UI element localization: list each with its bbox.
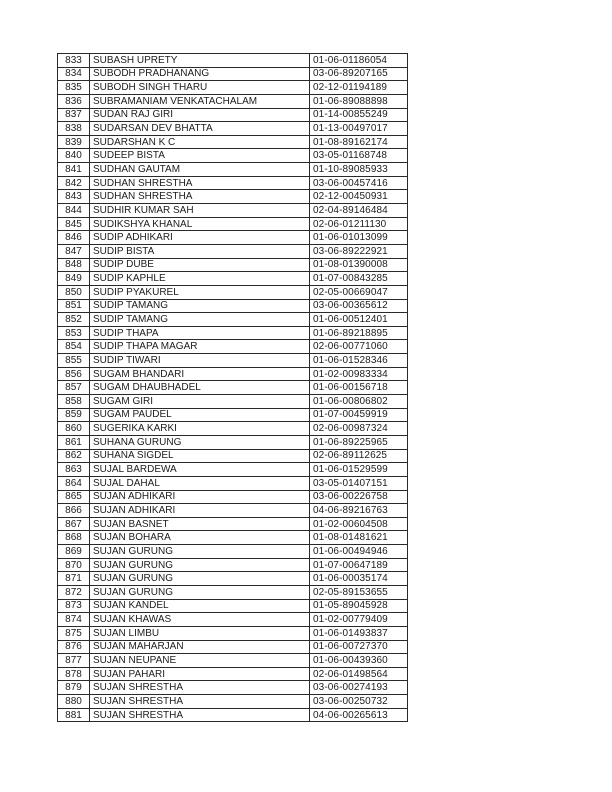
- id-number-cell: 01-08-01390008: [310, 258, 408, 272]
- id-number-cell: 03-05-01168748: [310, 149, 408, 163]
- table-row: [58, 163, 408, 177]
- id-number-cell: 01-06-01013099: [310, 231, 408, 245]
- serial-number-cell: 850: [58, 285, 90, 299]
- table-row: [58, 626, 408, 640]
- table-row: [58, 395, 408, 409]
- serial-number-cell: 841: [58, 163, 90, 177]
- id-number-cell: 02-06-01498564: [310, 667, 408, 681]
- id-number-cell: 01-07-00647189: [310, 558, 408, 572]
- id-number-cell: 01-06-00439360: [310, 654, 408, 668]
- table-row: [58, 204, 408, 218]
- serial-number-cell: 843: [58, 190, 90, 204]
- id-number-cell: 04-06-89216763: [310, 504, 408, 518]
- name-cell: SUJAN GURUNG: [90, 572, 310, 586]
- table-row: [58, 585, 408, 599]
- name-cell: SUJAN KHAWAS: [90, 613, 310, 627]
- name-cell: SUDIP PYAKUREL: [90, 285, 310, 299]
- id-number-cell: 01-06-00156718: [310, 381, 408, 395]
- serial-number-cell: 878: [58, 667, 90, 681]
- name-cell: SUJAN SHRESTHA: [90, 695, 310, 709]
- id-number-cell: 02-12-00450931: [310, 190, 408, 204]
- name-cell: SUJAN BASNET: [90, 517, 310, 531]
- serial-number-cell: 839: [58, 135, 90, 149]
- table-row: [58, 490, 408, 504]
- serial-number-cell: 846: [58, 231, 90, 245]
- id-number-cell: 01-02-00983334: [310, 367, 408, 381]
- name-cell: SUBODH SINGH THARU: [90, 81, 310, 95]
- serial-number-cell: 869: [58, 545, 90, 559]
- id-number-cell: 02-06-01211130: [310, 217, 408, 231]
- serial-number-cell: 880: [58, 695, 90, 709]
- serial-number-cell: 849: [58, 272, 90, 286]
- id-number-cell: 01-05-89045928: [310, 599, 408, 613]
- table-row: [58, 572, 408, 586]
- id-number-cell: 02-06-00771060: [310, 340, 408, 354]
- id-number-cell: 03-06-89222921: [310, 244, 408, 258]
- table-body: [58, 54, 408, 722]
- serial-number-cell: 852: [58, 313, 90, 327]
- serial-number-cell: 838: [58, 122, 90, 136]
- serial-number-cell: 881: [58, 708, 90, 722]
- serial-number-cell: 857: [58, 381, 90, 395]
- serial-number-cell: 864: [58, 476, 90, 490]
- table-row: [58, 517, 408, 531]
- table-row: [58, 695, 408, 709]
- name-cell: SUGAM PAUDEL: [90, 408, 310, 422]
- id-number-cell: 01-07-00459919: [310, 408, 408, 422]
- table-row: [58, 599, 408, 613]
- serial-number-cell: 860: [58, 422, 90, 436]
- name-cell: SUJAN LIMBU: [90, 626, 310, 640]
- name-cell: SUJAN GURUNG: [90, 558, 310, 572]
- id-number-cell: 04-06-00265613: [310, 708, 408, 722]
- name-cell: SUDARSAN DEV BHATTA: [90, 122, 310, 136]
- table-row: [58, 613, 408, 627]
- id-number-cell: 03-06-89207165: [310, 67, 408, 81]
- name-cell: SUJAN GURUNG: [90, 585, 310, 599]
- serial-number-cell: 861: [58, 435, 90, 449]
- name-cell: SUDHAN SHRESTHA: [90, 176, 310, 190]
- id-number-cell: 02-05-00669047: [310, 285, 408, 299]
- serial-number-cell: 865: [58, 490, 90, 504]
- table-row: [58, 190, 408, 204]
- name-cell: SUDIP ADHIKARI: [90, 231, 310, 245]
- name-cell: SUJAN SHRESTHA: [90, 708, 310, 722]
- id-number-cell: 02-06-89112625: [310, 449, 408, 463]
- table-row: [58, 244, 408, 258]
- name-cell: SUDARSHAN K C: [90, 135, 310, 149]
- serial-number-cell: 854: [58, 340, 90, 354]
- table-row: [58, 54, 408, 68]
- serial-number-cell: 837: [58, 108, 90, 122]
- serial-number-cell: 863: [58, 463, 90, 477]
- serial-number-cell: 879: [58, 681, 90, 695]
- id-number-cell: 02-12-01194189: [310, 81, 408, 95]
- serial-number-cell: 858: [58, 395, 90, 409]
- table-row: [58, 422, 408, 436]
- table-row: [58, 476, 408, 490]
- name-cell: SUJAL DAHAL: [90, 476, 310, 490]
- id-number-cell: 01-06-00494946: [310, 545, 408, 559]
- name-cell: SUJAN GURUNG: [90, 545, 310, 559]
- table-row: [58, 299, 408, 313]
- serial-number-cell: 848: [58, 258, 90, 272]
- name-cell: SUDIP BISTA: [90, 244, 310, 258]
- serial-number-cell: 833: [58, 54, 90, 68]
- name-cell: SUDIKSHYA KHANAL: [90, 217, 310, 231]
- table-row: [58, 354, 408, 368]
- name-cell: SUJAN BOHARA: [90, 531, 310, 545]
- name-cell: SUBODH PRADHANANG: [90, 67, 310, 81]
- name-cell: SUJAN KANDEL: [90, 599, 310, 613]
- id-number-cell: 01-13-00497017: [310, 122, 408, 136]
- name-cell: SUGERIKA KARKI: [90, 422, 310, 436]
- table-row: [58, 463, 408, 477]
- table-row: [58, 435, 408, 449]
- table-row: [58, 285, 408, 299]
- name-cell: SUDIP THAPA MAGAR: [90, 340, 310, 354]
- id-number-cell: 01-02-00779409: [310, 613, 408, 627]
- name-cell: SUJAN MAHARJAN: [90, 640, 310, 654]
- serial-number-cell: 845: [58, 217, 90, 231]
- id-number-cell: 01-02-00604508: [310, 517, 408, 531]
- id-number-cell: 01-06-89088898: [310, 94, 408, 108]
- table-row: [58, 258, 408, 272]
- serial-number-cell: 859: [58, 408, 90, 422]
- table-row: [58, 81, 408, 95]
- table-row: [58, 381, 408, 395]
- id-number-cell: 01-06-01493837: [310, 626, 408, 640]
- id-number-cell: 03-06-00457416: [310, 176, 408, 190]
- table-row: [58, 545, 408, 559]
- id-number-cell: 01-06-01528346: [310, 354, 408, 368]
- table-row: [58, 708, 408, 722]
- table-row: [58, 640, 408, 654]
- id-number-cell: 01-06-00806802: [310, 395, 408, 409]
- serial-number-cell: 874: [58, 613, 90, 627]
- table-row: [58, 135, 408, 149]
- serial-number-cell: 872: [58, 585, 90, 599]
- table-row: [58, 231, 408, 245]
- table-row: [58, 122, 408, 136]
- table-row: [58, 558, 408, 572]
- table-row: [58, 217, 408, 231]
- serial-number-cell: 875: [58, 626, 90, 640]
- table-row: [58, 408, 408, 422]
- serial-number-cell: 834: [58, 67, 90, 81]
- name-cell: SUJAN SHRESTHA: [90, 681, 310, 695]
- name-roster-table: [57, 53, 408, 722]
- name-cell: SUDHIR KUMAR SAH: [90, 204, 310, 218]
- name-cell: SUJAN ADHIKARI: [90, 504, 310, 518]
- serial-number-cell: 867: [58, 517, 90, 531]
- table-row: [58, 94, 408, 108]
- id-number-cell: 03-06-00250732: [310, 695, 408, 709]
- serial-number-cell: 847: [58, 244, 90, 258]
- name-cell: SUDIP TAMANG: [90, 299, 310, 313]
- id-number-cell: 02-04-89146484: [310, 204, 408, 218]
- id-number-cell: 01-10-89085933: [310, 163, 408, 177]
- serial-number-cell: 866: [58, 504, 90, 518]
- id-number-cell: 01-06-01529599: [310, 463, 408, 477]
- name-cell: SUDIP THAPA: [90, 326, 310, 340]
- serial-number-cell: 868: [58, 531, 90, 545]
- serial-number-cell: 871: [58, 572, 90, 586]
- id-number-cell: 03-05-01407151: [310, 476, 408, 490]
- serial-number-cell: 851: [58, 299, 90, 313]
- serial-number-cell: 842: [58, 176, 90, 190]
- name-cell: SUJAN NEUPANE: [90, 654, 310, 668]
- id-number-cell: 01-06-89218895: [310, 326, 408, 340]
- id-number-cell: 01-06-00035174: [310, 572, 408, 586]
- name-cell: SUDIP KAPHLE: [90, 272, 310, 286]
- name-cell: SUDEEP BISTA: [90, 149, 310, 163]
- name-cell: SUBASH UPRETY: [90, 54, 310, 68]
- name-cell: SUBRAMANIAM VENKATACHALAM: [90, 94, 310, 108]
- table-row: [58, 313, 408, 327]
- table-row: [58, 681, 408, 695]
- name-cell: SUHANA SIGDEL: [90, 449, 310, 463]
- name-cell: SUDHAN SHRESTHA: [90, 190, 310, 204]
- serial-number-cell: 840: [58, 149, 90, 163]
- serial-number-cell: 870: [58, 558, 90, 572]
- table-row: [58, 667, 408, 681]
- serial-number-cell: 873: [58, 599, 90, 613]
- name-cell: SUGAM DHAUBHADEL: [90, 381, 310, 395]
- serial-number-cell: 862: [58, 449, 90, 463]
- table-row: [58, 108, 408, 122]
- table-row: [58, 504, 408, 518]
- name-cell: SUGAM BHANDARI: [90, 367, 310, 381]
- id-number-cell: 01-06-00727370: [310, 640, 408, 654]
- id-number-cell: 01-06-89225965: [310, 435, 408, 449]
- id-number-cell: 01-08-89162174: [310, 135, 408, 149]
- table-row: [58, 531, 408, 545]
- serial-number-cell: 835: [58, 81, 90, 95]
- table-row: [58, 654, 408, 668]
- serial-number-cell: 853: [58, 326, 90, 340]
- table-row: [58, 326, 408, 340]
- serial-number-cell: 876: [58, 640, 90, 654]
- table-row: [58, 149, 408, 163]
- table-row: [58, 272, 408, 286]
- serial-number-cell: 856: [58, 367, 90, 381]
- name-cell: SUDAN RAJ GIRI: [90, 108, 310, 122]
- name-cell: SUDIP TAMANG: [90, 313, 310, 327]
- name-cell: SUDHAN GAUTAM: [90, 163, 310, 177]
- name-cell: SUGAM GIRI: [90, 395, 310, 409]
- id-number-cell: 01-08-01481621: [310, 531, 408, 545]
- name-cell: SUDIP TIWARI: [90, 354, 310, 368]
- table-row: [58, 67, 408, 81]
- name-cell: SUHANA GURUNG: [90, 435, 310, 449]
- name-cell: SUJAL BARDEWA: [90, 463, 310, 477]
- id-number-cell: 01-14-00855249: [310, 108, 408, 122]
- id-number-cell: 03-06-00274193: [310, 681, 408, 695]
- table-row: [58, 367, 408, 381]
- id-number-cell: 02-05-89153655: [310, 585, 408, 599]
- id-number-cell: 01-06-01186054: [310, 54, 408, 68]
- name-cell: SUDIP DUBE: [90, 258, 310, 272]
- table-row: [58, 449, 408, 463]
- serial-number-cell: 844: [58, 204, 90, 218]
- id-number-cell: 01-06-00512401: [310, 313, 408, 327]
- serial-number-cell: 855: [58, 354, 90, 368]
- table-row: [58, 340, 408, 354]
- serial-number-cell: 877: [58, 654, 90, 668]
- table-row: [58, 176, 408, 190]
- name-cell: SUJAN ADHIKARI: [90, 490, 310, 504]
- id-number-cell: 03-06-00365612: [310, 299, 408, 313]
- name-cell: SUJAN PAHARI: [90, 667, 310, 681]
- serial-number-cell: 836: [58, 94, 90, 108]
- id-number-cell: 02-06-00987324: [310, 422, 408, 436]
- id-number-cell: 01-07-00843285: [310, 272, 408, 286]
- id-number-cell: 03-06-00226758: [310, 490, 408, 504]
